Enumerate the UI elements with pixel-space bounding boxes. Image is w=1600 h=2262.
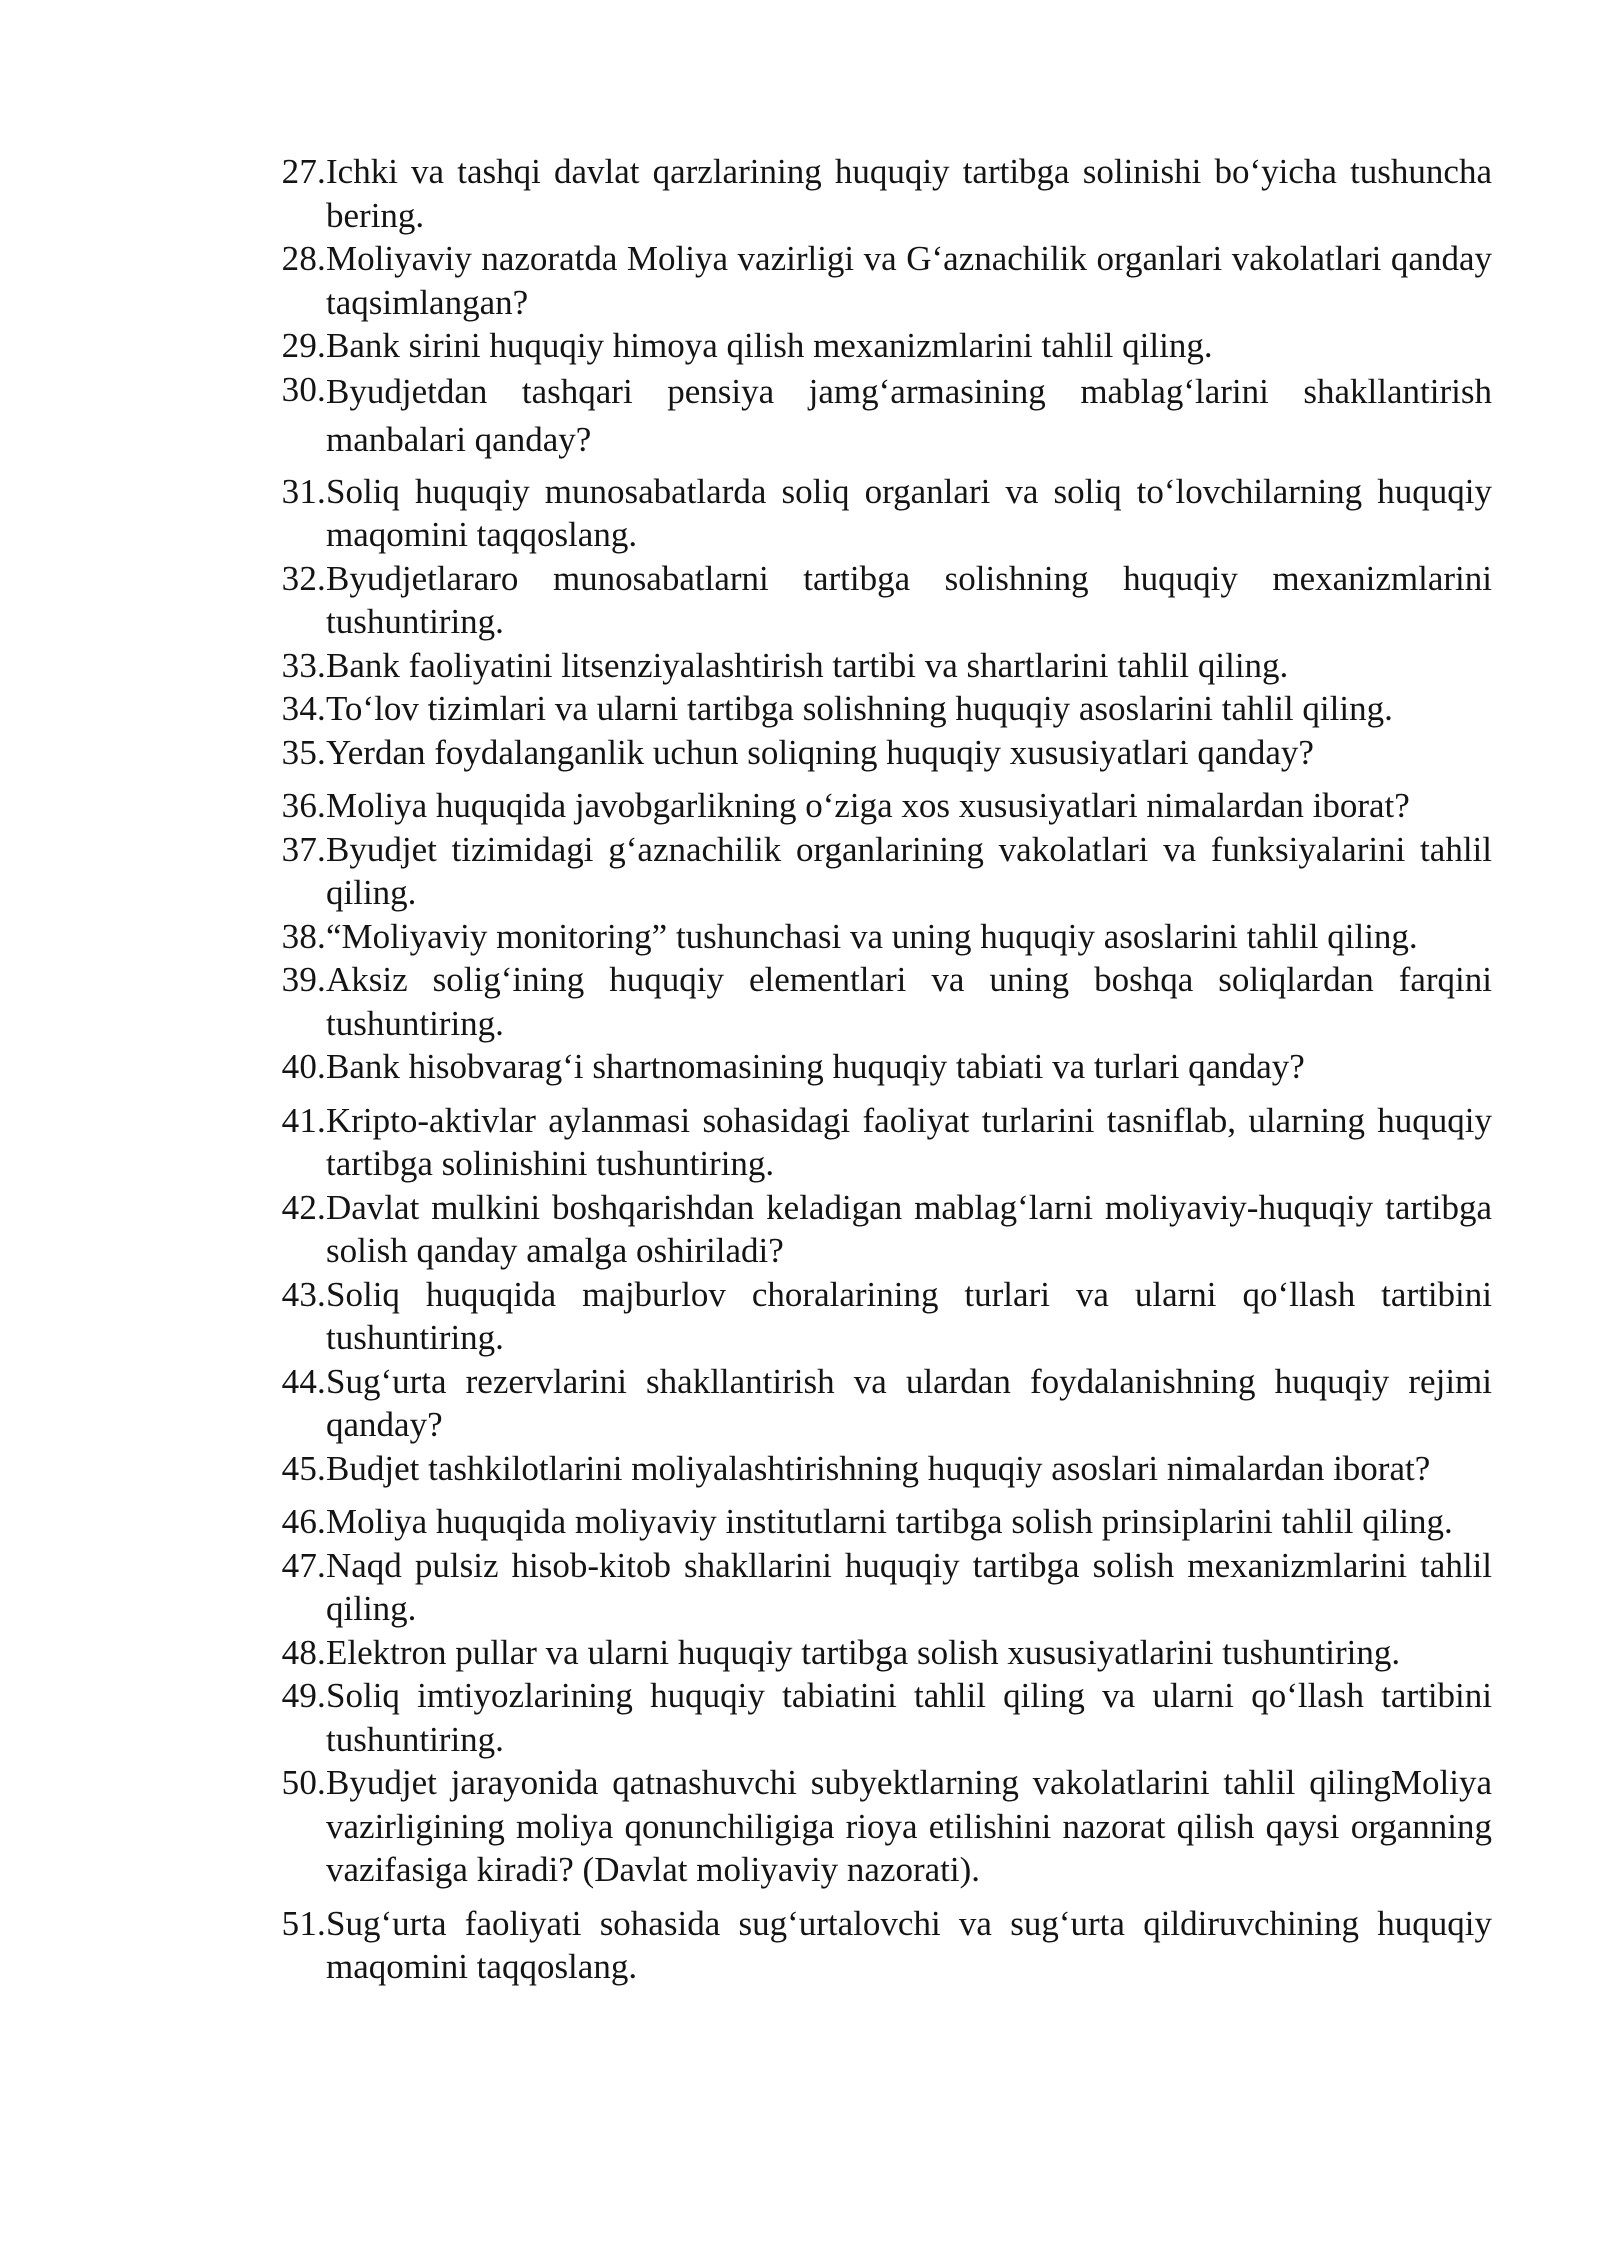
question-text: Elektron pullar va ularni huquqiy tartibga solish xususiyatlarini tushuntiring. bbox=[326, 1632, 1401, 1672]
question-text: Moliya huquqida javobgarlikning o‘ziga xos xususiyatlari nimalardan iborat? bbox=[326, 786, 1410, 825]
question-number: 32. bbox=[281, 558, 326, 598]
list-item bbox=[270, 557, 1492, 644]
question-text: “Moliyaviy monitoring” tushunchasi va uning huquqiy asoslarini tahlil qiling. bbox=[326, 916, 1418, 956]
question-text: Byudjet tizimidagi g‘aznachilik organlarining vakolatlari va funksiyalarini tahlil qiling. bbox=[326, 829, 1492, 912]
question-number: 38. bbox=[281, 916, 326, 956]
question-text: Aksiz solig‘ining huquqiy elementlari va uning boshqa soliqlardan farqini tushuntiring. bbox=[326, 960, 1492, 1043]
question-text: Ichki va tashqi davlat qarzlarining huquqiy tartibga solinishi bo‘yicha tushuncha bering. bbox=[326, 152, 1492, 235]
question-text: Moliyaviy nazoratda Moliya vazirligi va G‘aznachilik organlari vakolatlari qanday taqsimlangan? bbox=[326, 239, 1492, 322]
question-number: 37. bbox=[281, 829, 326, 869]
question-number: 41. bbox=[281, 1100, 326, 1140]
question-number: 27. bbox=[281, 152, 326, 191]
list-item bbox=[270, 1273, 1492, 1360]
list-item bbox=[270, 1360, 1492, 1447]
question-text: Yerdan foydalanganlik uchun soliqning huquqiy xususiyatlari qanday? bbox=[326, 732, 1314, 772]
question-number: 51. bbox=[281, 1903, 326, 1943]
question-number: 48. bbox=[281, 1632, 326, 1672]
question-text: Sug‘urta faoliyati sohasida sug‘urtalovchi va sug‘urta qildiruvchining huquqiy maqomini taqqoslang. bbox=[326, 1903, 1492, 1986]
list-item bbox=[270, 915, 1492, 959]
question-text: Moliya huquqida moliyaviy institutlarni tartibga solish prinsiplarini tahlil qiling. bbox=[326, 1502, 1453, 1541]
list-item bbox=[270, 324, 1492, 368]
list-item bbox=[270, 687, 1492, 731]
question-text: Bank hisobvarag‘i shartnomasining huquqiy tabiati va turlari qanday? bbox=[326, 1047, 1305, 1086]
list-item bbox=[270, 828, 1492, 915]
question-text: Bank sirini huquqiy himoya qilish mexanizmlarini tahlil qiling. bbox=[326, 326, 1213, 365]
list-item bbox=[270, 150, 1492, 237]
question-number: 49. bbox=[281, 1676, 326, 1715]
question-number: 42. bbox=[281, 1187, 326, 1227]
list-item bbox=[270, 1544, 1492, 1631]
question-number: 29. bbox=[281, 326, 326, 365]
question-text: Soliq huquqiy munosabatlarda soliq organlari va soliq to‘lovchilarning huquqiy maqomini taqqoslang. bbox=[326, 471, 1492, 554]
question-number: 34. bbox=[281, 689, 326, 728]
question-text: Davlat mulkini boshqarishdan keladigan mablag‘larni moliyaviy-huquqiy tartibga solish qanday amalga oshiriladi? bbox=[326, 1187, 1492, 1270]
question-text: Bank faoliyatini litsenziyalashtirish tartibi va shartlarini tahlil qiling. bbox=[326, 645, 1289, 685]
list-item bbox=[270, 644, 1492, 688]
question-text: Budjet tashkilotlarini moliyalashtirishning huquqiy asoslari nimalardan iborat? bbox=[326, 1448, 1431, 1488]
list-item bbox=[270, 1674, 1492, 1761]
question-number: 28. bbox=[281, 239, 326, 278]
list-item bbox=[270, 1447, 1492, 1491]
question-number: 40. bbox=[281, 1047, 326, 1086]
list-item bbox=[270, 1500, 1492, 1544]
list-item bbox=[270, 237, 1492, 324]
list-item bbox=[270, 1099, 1492, 1186]
question-number: 36. bbox=[281, 786, 326, 825]
list-item bbox=[270, 1902, 1492, 1989]
question-number: 35. bbox=[281, 732, 326, 772]
question-text: Byudjet jarayonida qatnashuvchi subyektlarning vakolatlarini tahlil qilingMoliya vazirligining moliya qonunchiligiga rioya etilishini nazorat qilish qaysi organning vazifasiga kiradi? (Davlat moliyaviy nazorati). bbox=[326, 1763, 1492, 1889]
question-number: 46. bbox=[281, 1502, 326, 1541]
question-text: To‘lov tizimlari va ularni tartibga solishning huquqiy asoslarini tahlil qiling. bbox=[326, 689, 1393, 728]
list-item bbox=[270, 784, 1492, 828]
list-item bbox=[270, 1186, 1492, 1273]
question-text: Soliq imtiyozlarining huquqiy tabiatini tahlil qiling va ularni qo‘llash tartibini tushuntiring. bbox=[326, 1676, 1492, 1759]
list-item bbox=[270, 1761, 1492, 1892]
question-number: 47. bbox=[281, 1545, 326, 1585]
list-item bbox=[270, 1045, 1492, 1089]
question-list bbox=[270, 150, 1492, 1989]
question-number: 44. bbox=[281, 1361, 326, 1401]
question-text: Sug‘urta rezervlarini shakllantirish va ulardan foydalanishning huquqiy rejimi qanday? bbox=[326, 1361, 1492, 1444]
question-number: 30. bbox=[281, 369, 326, 409]
question-text: Byudjetdan tashqari pensiya jamg‘armasining mablag‘larini shakllantirish manbalari qanday? bbox=[326, 371, 1492, 459]
question-text: Byudjetlararo munosabatlarni tartibga solishning huquqiy mexanizmlarini tushuntiring. bbox=[326, 558, 1492, 641]
question-number: 33. bbox=[281, 645, 326, 685]
question-text: Naqd pulsiz hisob-kitob shakllarini huquqiy tartibga solish mexanizmlarini tahlil qiling. bbox=[326, 1545, 1492, 1628]
list-item bbox=[270, 368, 1492, 464]
question-number: 43. bbox=[281, 1274, 326, 1314]
list-item bbox=[270, 1631, 1492, 1675]
list-item bbox=[270, 958, 1492, 1045]
question-number: 45. bbox=[281, 1448, 326, 1488]
question-number: 39. bbox=[281, 960, 326, 999]
list-item bbox=[270, 731, 1492, 775]
question-number: 31. bbox=[281, 471, 326, 511]
question-number: 50. bbox=[281, 1763, 326, 1802]
list-item bbox=[270, 470, 1492, 557]
question-text: Kripto-aktivlar aylanmasi sohasidagi faoliyat turlarini tasniflab, ularning huquqiy tartibga solinishini tushuntiring. bbox=[326, 1100, 1492, 1183]
question-text: Soliq huquqida majburlov choralarining turlari va ularni qo‘llash tartibini tushuntiring. bbox=[326, 1274, 1492, 1357]
